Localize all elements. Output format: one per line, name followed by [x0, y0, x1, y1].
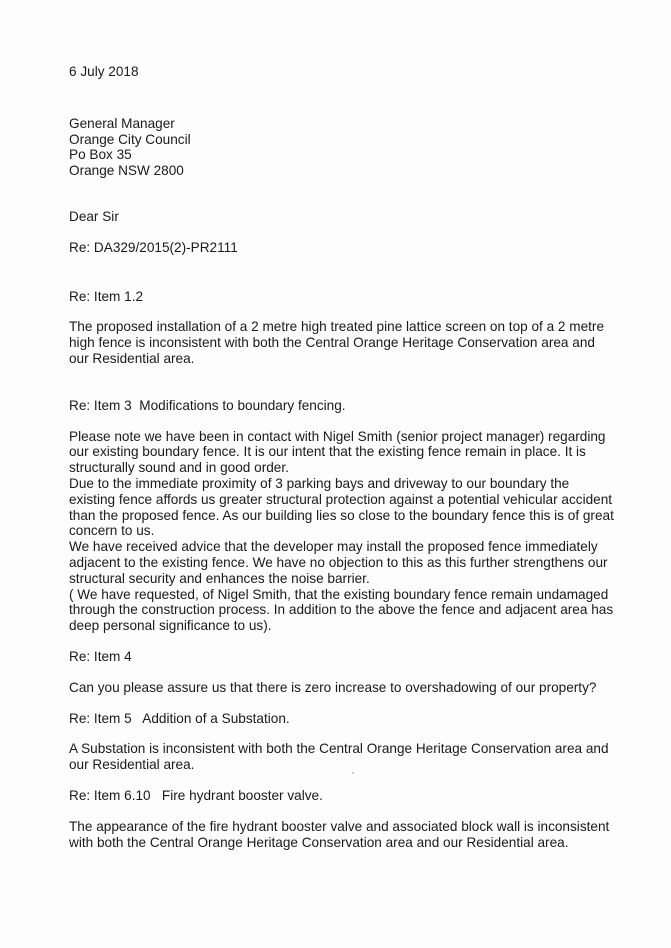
paragraph-line: with both the Central Orange Heritage Conservation area and our Residential area. [69, 834, 569, 850]
item-1-2-paragraph [69, 319, 629, 366]
paragraph-line: structural security and enhances the noise barrier. [69, 570, 370, 586]
paragraph-line: our Residential area. [69, 350, 195, 366]
paragraph-line: Please note we have been in contact with Nigel Smith (senior project manager) regarding [69, 428, 606, 444]
paragraph-line: deep personal significance to us). [69, 618, 272, 634]
paragraph-line: our existing boundary fence. It is our intent that the existing fence remain in place. It is [69, 444, 586, 460]
item-5-paragraph [69, 741, 629, 773]
item-3-paragraph [69, 429, 629, 634]
paragraph-line: Due to the immediate proximity of 3 parking bays and driveway to our boundary the [69, 475, 570, 491]
paragraph-line: The appearance of the fire hydrant booster valve and associated block wall is inconsistent [69, 818, 610, 834]
recipient-line: Po Box 35 [69, 147, 132, 163]
paragraph-line: ( We have requested, of Nigel Smith, that the existing boundary fence remain undamaged [69, 586, 609, 602]
paragraph-line: through the construction process. In addition to the above the fence and adjacent area has [69, 602, 614, 618]
item-1-2-heading: Re: Item 1.2 [69, 288, 144, 304]
item-4-paragraph [69, 680, 629, 696]
paragraph-line: structurally sound and in good order. [69, 460, 289, 476]
item-5-heading: Re: Item 5 Addition of a Substation. [69, 710, 290, 726]
recipient-line: Orange NSW 2800 [69, 163, 184, 179]
recipient-address [69, 116, 629, 179]
paragraph-line: A Substation is inconsistent with both the Central Orange Heritage Conservation area and [69, 741, 609, 757]
item-6-10-heading: Re: Item 6.10 Fire hydrant booster valve. [69, 787, 323, 803]
recipient-line: Orange City Council [69, 131, 191, 147]
paragraph-line: The proposed installation of a 2 metre high treated pine lattice screen on top of a 2 metre [69, 319, 605, 335]
paragraph-line: than the proposed fence. As our building lies so close to the boundary fence this is of great [69, 507, 614, 523]
paragraph-line: Can you please assure us that there is zero increase to overshadowing of our property? [69, 679, 597, 695]
paragraph-line: We have received advice that the developer may install the proposed fence immediately [69, 539, 598, 555]
paragraph-line: adjacent to the existing fence. We have no objection to this as this further strengthens our [69, 554, 608, 570]
letter-body [69, 64, 629, 850]
paragraph-line: concern to us. [69, 523, 155, 539]
item-6-10-paragraph [69, 819, 629, 851]
item-4-heading: Re: Item 4 [69, 648, 132, 664]
scan-speck [352, 772, 354, 774]
paragraph-line: existing fence affords us greater structural protection against a potential vehicular accident [69, 491, 613, 507]
salutation: Dear Sir [69, 208, 119, 224]
paragraph-line: our Residential area. [69, 757, 195, 773]
letter-date: 6 July 2018 [69, 64, 139, 79]
reference-line: Re: DA329/2015(2)-PR2111 [69, 239, 238, 255]
recipient-line: General Manager [69, 115, 175, 131]
item-3-heading: Re: Item 3 Modifications to boundary fencing. [69, 397, 346, 413]
paragraph-line: high fence is inconsistent with both the Central Orange Heritage Conservation area and [69, 335, 595, 351]
